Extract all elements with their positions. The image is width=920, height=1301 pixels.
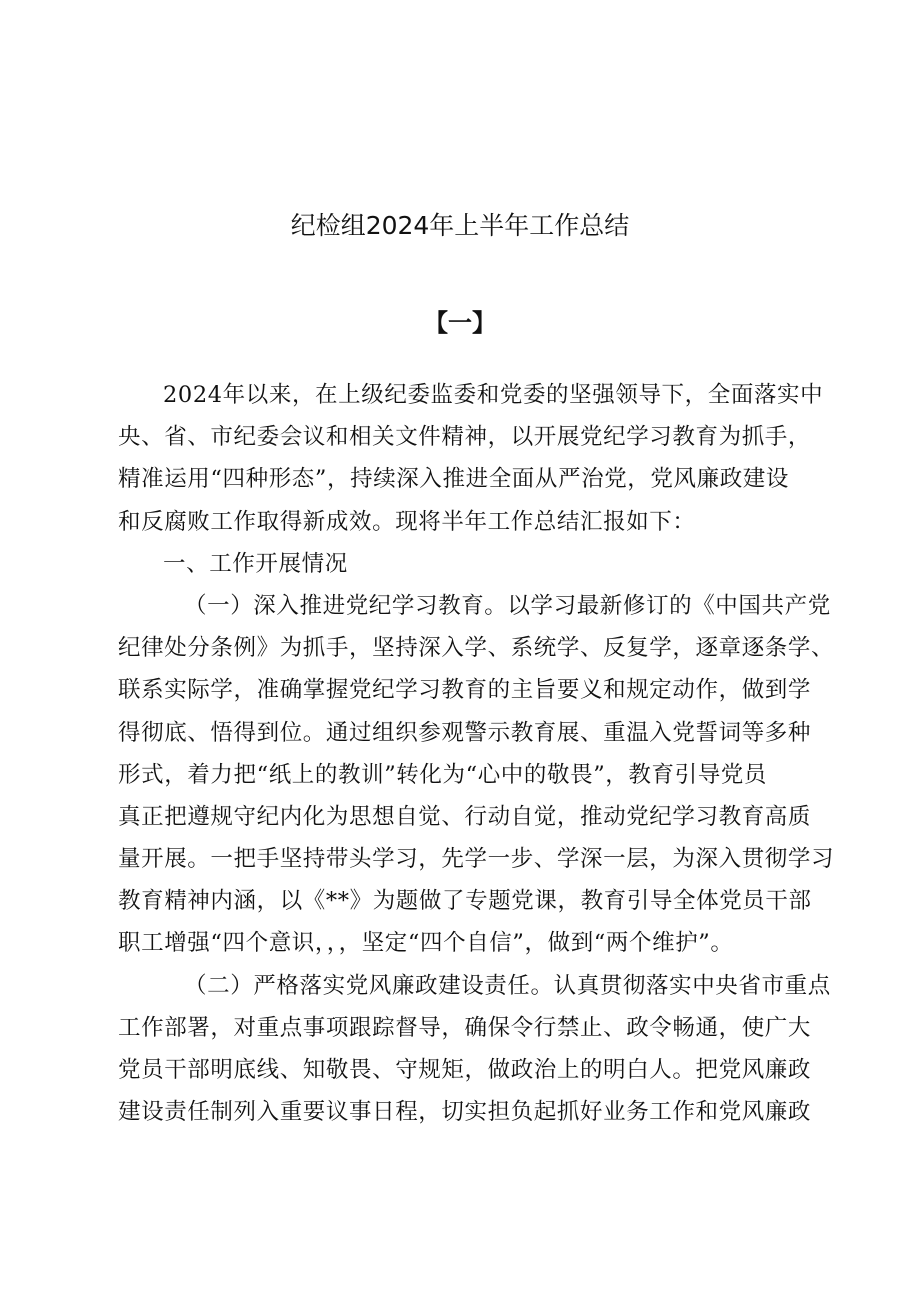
paragraph-line: 党员干部明底线、知敬畏、守规矩，做政治上的明白人。把党风廉政 xyxy=(118,1057,812,1083)
paragraph-line: 联系实际学，准确掌握党纪学习教育的主旨要义和规定动作，做到学 xyxy=(118,677,812,704)
paragraph-line: 得彻底、悟得到位。通过组织参观警示教育展、重温入党誓词等多种 xyxy=(118,719,812,746)
paragraph-line: 职工增强“四个意识，，，坚定“四个自信”，做到“两个维护”。 xyxy=(118,930,734,957)
document-title: 纪检组2024年上半年工作总结 xyxy=(290,211,630,240)
paragraph-line: 形式，着力把“纸上的教训”转化为“心中的敬畏”，教育引导党员 xyxy=(118,761,768,788)
paragraph-line: （一）深入推进党纪学习教育。以学习最新修订的《中国共产党 xyxy=(184,592,831,619)
paragraph-line: 教育精神内涵，以《**》为题做了专题党课，教育引导全体党员干部 xyxy=(118,888,812,915)
paragraph-line: 工作部署，对重点事项跟踪督导，确保令行禁止、政令畅通，使广大 xyxy=(118,1014,812,1041)
paragraph-line: （二）严格落实党风廉政建设责任。认真贯彻落实中央省市重点 xyxy=(184,972,831,999)
paragraph-line: 真正把遵规守纪内化为思想自觉、行动自觉，推动党纪学习教育高质 xyxy=(118,803,812,830)
paragraph-line: 和反腐败工作取得新成效。现将半年工作总结汇报如下： xyxy=(118,508,696,535)
document-body xyxy=(118,374,835,1133)
paragraph-line: 精准运用“四种形态”，持续深入推进全面从严治党，党风廉政建设 xyxy=(118,466,790,493)
paragraph-line: 纪律处分条例》为抓手，坚持深入学、系统学、反复学，逐章逐条学、 xyxy=(118,635,835,662)
paragraph-line: 央、省、市纪委会议和相关文件精神，以开展党纪学习教育为抓手， xyxy=(118,424,812,451)
section-heading: 一、工作开展情况 xyxy=(163,550,348,577)
paragraph-line: 建设责任制列入重要议事日程，切实担负起抓好业务工作和党风廉政 xyxy=(118,1099,812,1126)
paragraph-line: 量开展。一把手坚持带头学习，先学一步、学深一层，为深入贯彻学习 xyxy=(118,846,835,873)
paragraph-line: 2024年以来，在上级纪委监委和党委的坚强领导下，全面落实中 xyxy=(163,382,824,408)
section-marker: 【一】 xyxy=(424,309,496,337)
